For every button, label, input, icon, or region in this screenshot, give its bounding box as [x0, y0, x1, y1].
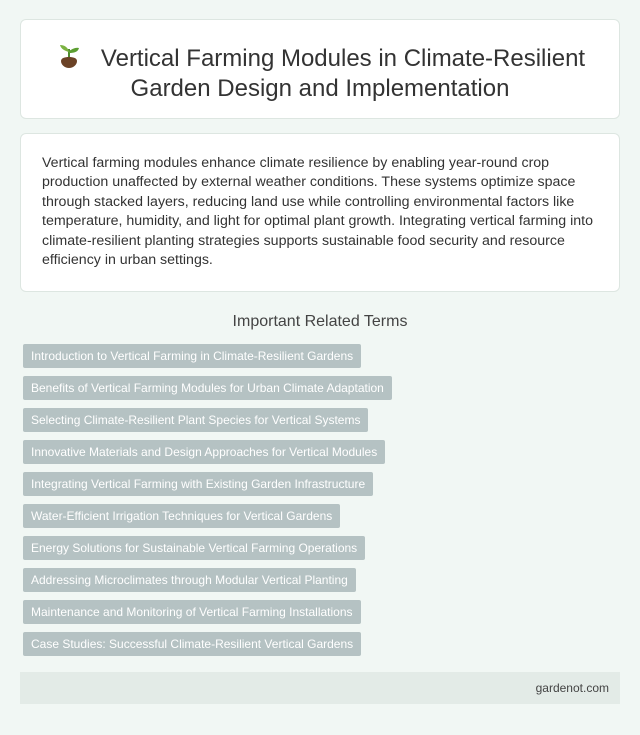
related-terms-heading: Important Related Terms — [232, 313, 408, 330]
intro-paragraph: Vertical farming modules enhance climate resilience by enabling year-round crop production unaffected by external weather conditions. These systems optimize space through stacked layers, reducing land use while controlling environmental factors like temperature, humidity, and light for optimal plant growth. Integrating vertical farming into climate-resilient planting strategies supports sustainable food security and resource efficiency in urban settings. — [42, 155, 593, 269]
title-card — [20, 19, 620, 119]
term-chip[interactable]: Integrating Vertical Farming with Existing Garden Infrastructure — [23, 472, 373, 496]
term-chip[interactable]: Energy Solutions for Sustainable Vertical Farming Operations — [23, 536, 365, 560]
term-chip[interactable]: Benefits of Vertical Farming Modules for Urban Climate Adaptation — [23, 376, 392, 400]
title-line-2: Garden Design and Implementation — [130, 75, 510, 102]
term-chip[interactable]: Addressing Microclimates through Modular Vertical Planting — [23, 568, 356, 592]
footer-site-link[interactable]: gardenot.com — [535, 681, 609, 695]
page-title — [21, 42, 619, 104]
term-chip[interactable]: Introduction to Vertical Farming in Climate-Resilient Gardens — [23, 344, 361, 368]
term-chip[interactable]: Innovative Materials and Design Approaches for Vertical Modules — [23, 440, 385, 464]
term-chip[interactable]: Water-Efficient Irrigation Techniques for Vertical Gardens — [23, 504, 340, 528]
term-chip[interactable]: Selecting Climate-Resilient Plant Species for Vertical Systems — [23, 408, 368, 432]
title-line-1: Vertical Farming Modules in Climate-Resilient — [100, 45, 586, 72]
intro-card — [20, 133, 620, 292]
term-chip[interactable]: Case Studies: Successful Climate-Resilient Vertical Gardens — [23, 632, 361, 656]
related-terms-list — [23, 344, 392, 664]
term-chip[interactable]: Maintenance and Monitoring of Vertical Farming Installations — [23, 600, 361, 624]
sprout-icon — [55, 42, 83, 70]
footer — [20, 672, 620, 704]
